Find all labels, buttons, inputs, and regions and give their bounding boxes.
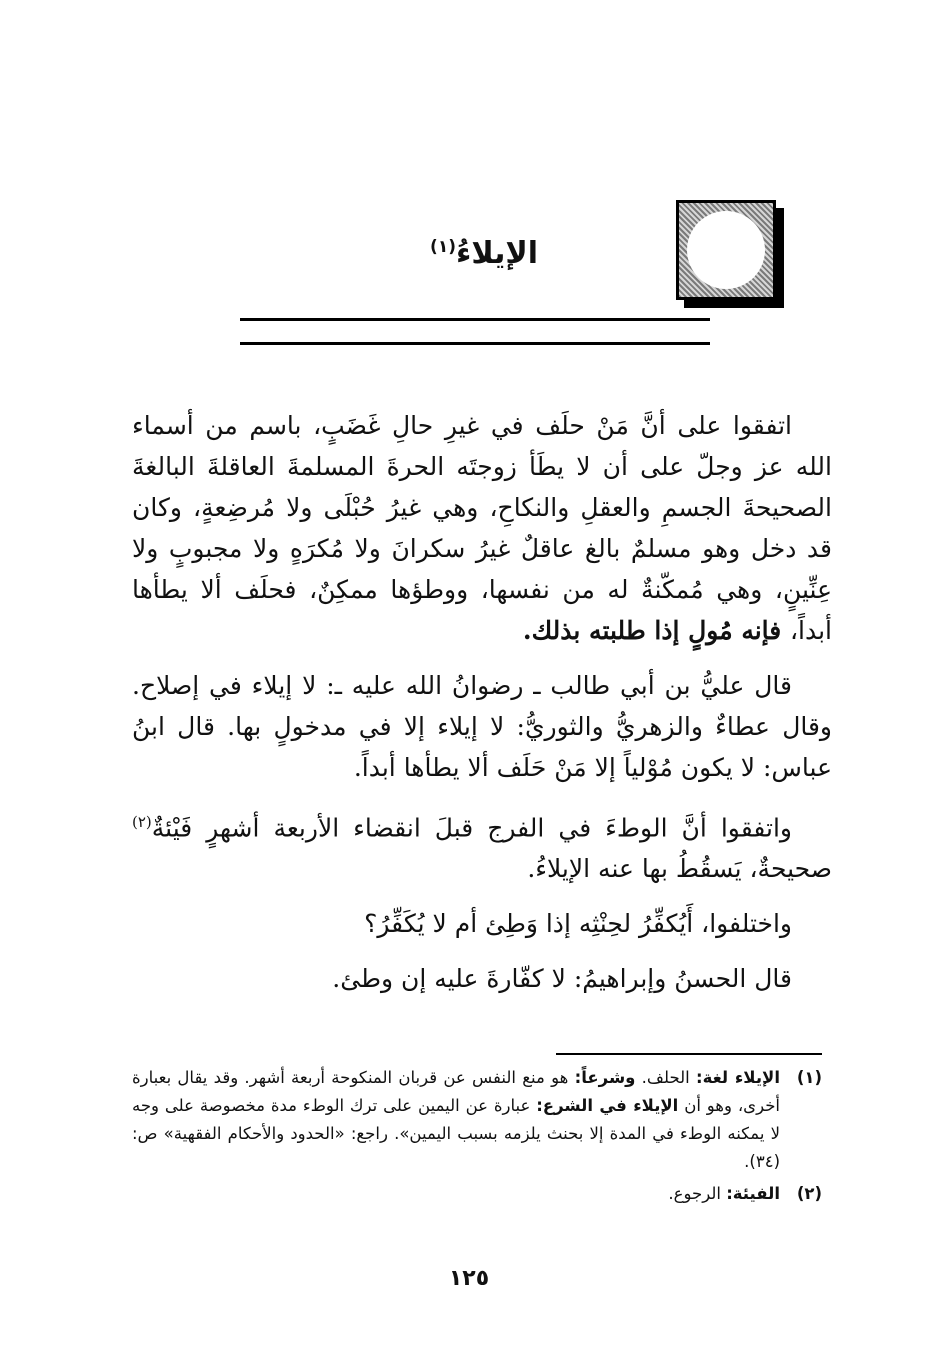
paragraph-5: قال الحسنُ وإبراهيمُ: لا كفّارةَ عليه إن وطئ. (332, 964, 792, 994)
paragraph-1-text: اتفقوا على أنَّ مَنْ حلَف في غيرِ حالِ غَضَبٍ، باسم من أسماء الله عز وجلّ على أن لا يطَأ زوجتَه الحرةَ المسلمةَ العاقلةَ البالغةَ الصحيحةَ الجسمِ والعقلِ والنكاحِ، وهي غيرُ حُبْلَى ولا مُرضِعةٍ، وكان قد دخل وهو مسلمٌ بالغ عاقلٌ غيرُ سكرانَ ولا مُكرَهٍ ولا مجبوبٍ ولا عِنِّينٍ، وهي مُمكّنةٌ له من نفسها، ووطؤها ممكِنٌ، فحلَف ألا يطأها أبداً، (132, 411, 832, 645)
paragraph-1-bold: فإنه مُولٍ إذا طلبته بذلك. (522, 616, 790, 645)
footnote-2-text (132, 1180, 780, 1208)
page-number: ١٢٥ (448, 1266, 490, 1291)
footnote-1-term: الإيلاء لغة: (696, 1068, 780, 1087)
footnote-1-term3: الإيلاء في الشرع: (536, 1096, 679, 1115)
footnote-1 (132, 1064, 822, 1176)
footnote-2-number: (٢) (796, 1184, 822, 1203)
chapter-title-footnote-ref: (١) (430, 237, 456, 257)
title-rule-bottom (240, 342, 710, 345)
paragraph-3-text: واتفقوا أنَّ الوطءَ في الفرج قبلَ انقضاء الأربعة أشهرٍ فَيْئةٌ (151, 813, 792, 843)
main-text (132, 405, 832, 1013)
footnote-1-number: (١) (796, 1068, 822, 1087)
footnotes (132, 1064, 822, 1212)
footnote-separator (556, 1053, 822, 1055)
paragraph-4: واختلفوا، أَيُكفِّرُ لحِنْثِه إذا وَطِئ أم لا يُكَفِّرُ؟ (364, 909, 792, 939)
footnote-1-part3: عبارة عن اليمين على ترك الوطء مدة مخصوصة على وجه لا يمكنه الوطء في المدة إلا بحنث يلزمه بسبب اليمين». راجع: «الحدود والأحكام الفقهية» ص: (٣٤). (132, 1096, 780, 1171)
footnote-2 (132, 1180, 822, 1208)
footnote-1-part1: الحلف. (635, 1068, 696, 1087)
footnote-2-term: الفيئة: (726, 1184, 780, 1203)
title-rule-top (240, 318, 710, 321)
chapter-emblem-icon (676, 200, 776, 300)
chapter-title-text: الإيلاءُ (455, 236, 538, 271)
footnote-2-part1: الرجوع. (668, 1184, 727, 1203)
footnote-1-text (132, 1064, 780, 1176)
chapter-title (278, 236, 538, 271)
paragraph-1 (132, 405, 832, 651)
footnote-1-part2: هو منع النفس عن قربان المنكوحة أربعة أشهر. وقد يقال بعبارة أخرى، وهو أن (132, 1068, 780, 1115)
footnote-1-term2: وشرعاً: (574, 1068, 636, 1087)
paragraph-3 (132, 802, 832, 889)
paragraph-3-rest: صحيحةٌ، يَسقُطُ بها عنه الإيلاءُ. (527, 854, 832, 884)
paragraph-3-footnote-ref: (٢) (132, 813, 152, 831)
paragraph-2: قال عليُّ بن أبي طالب ـ رضوانُ الله عليه ـ: لا إيلاء في إصلاح. وقال عطاءٌ والزهريُّ والثوريُّ: لا إيلاء إلا في مدخولٍ بها. قال ابنُ عباس: لا يكون مُوْلياً إلا مَنْ حَلَف ألا يطأها أبداً. (132, 671, 832, 782)
